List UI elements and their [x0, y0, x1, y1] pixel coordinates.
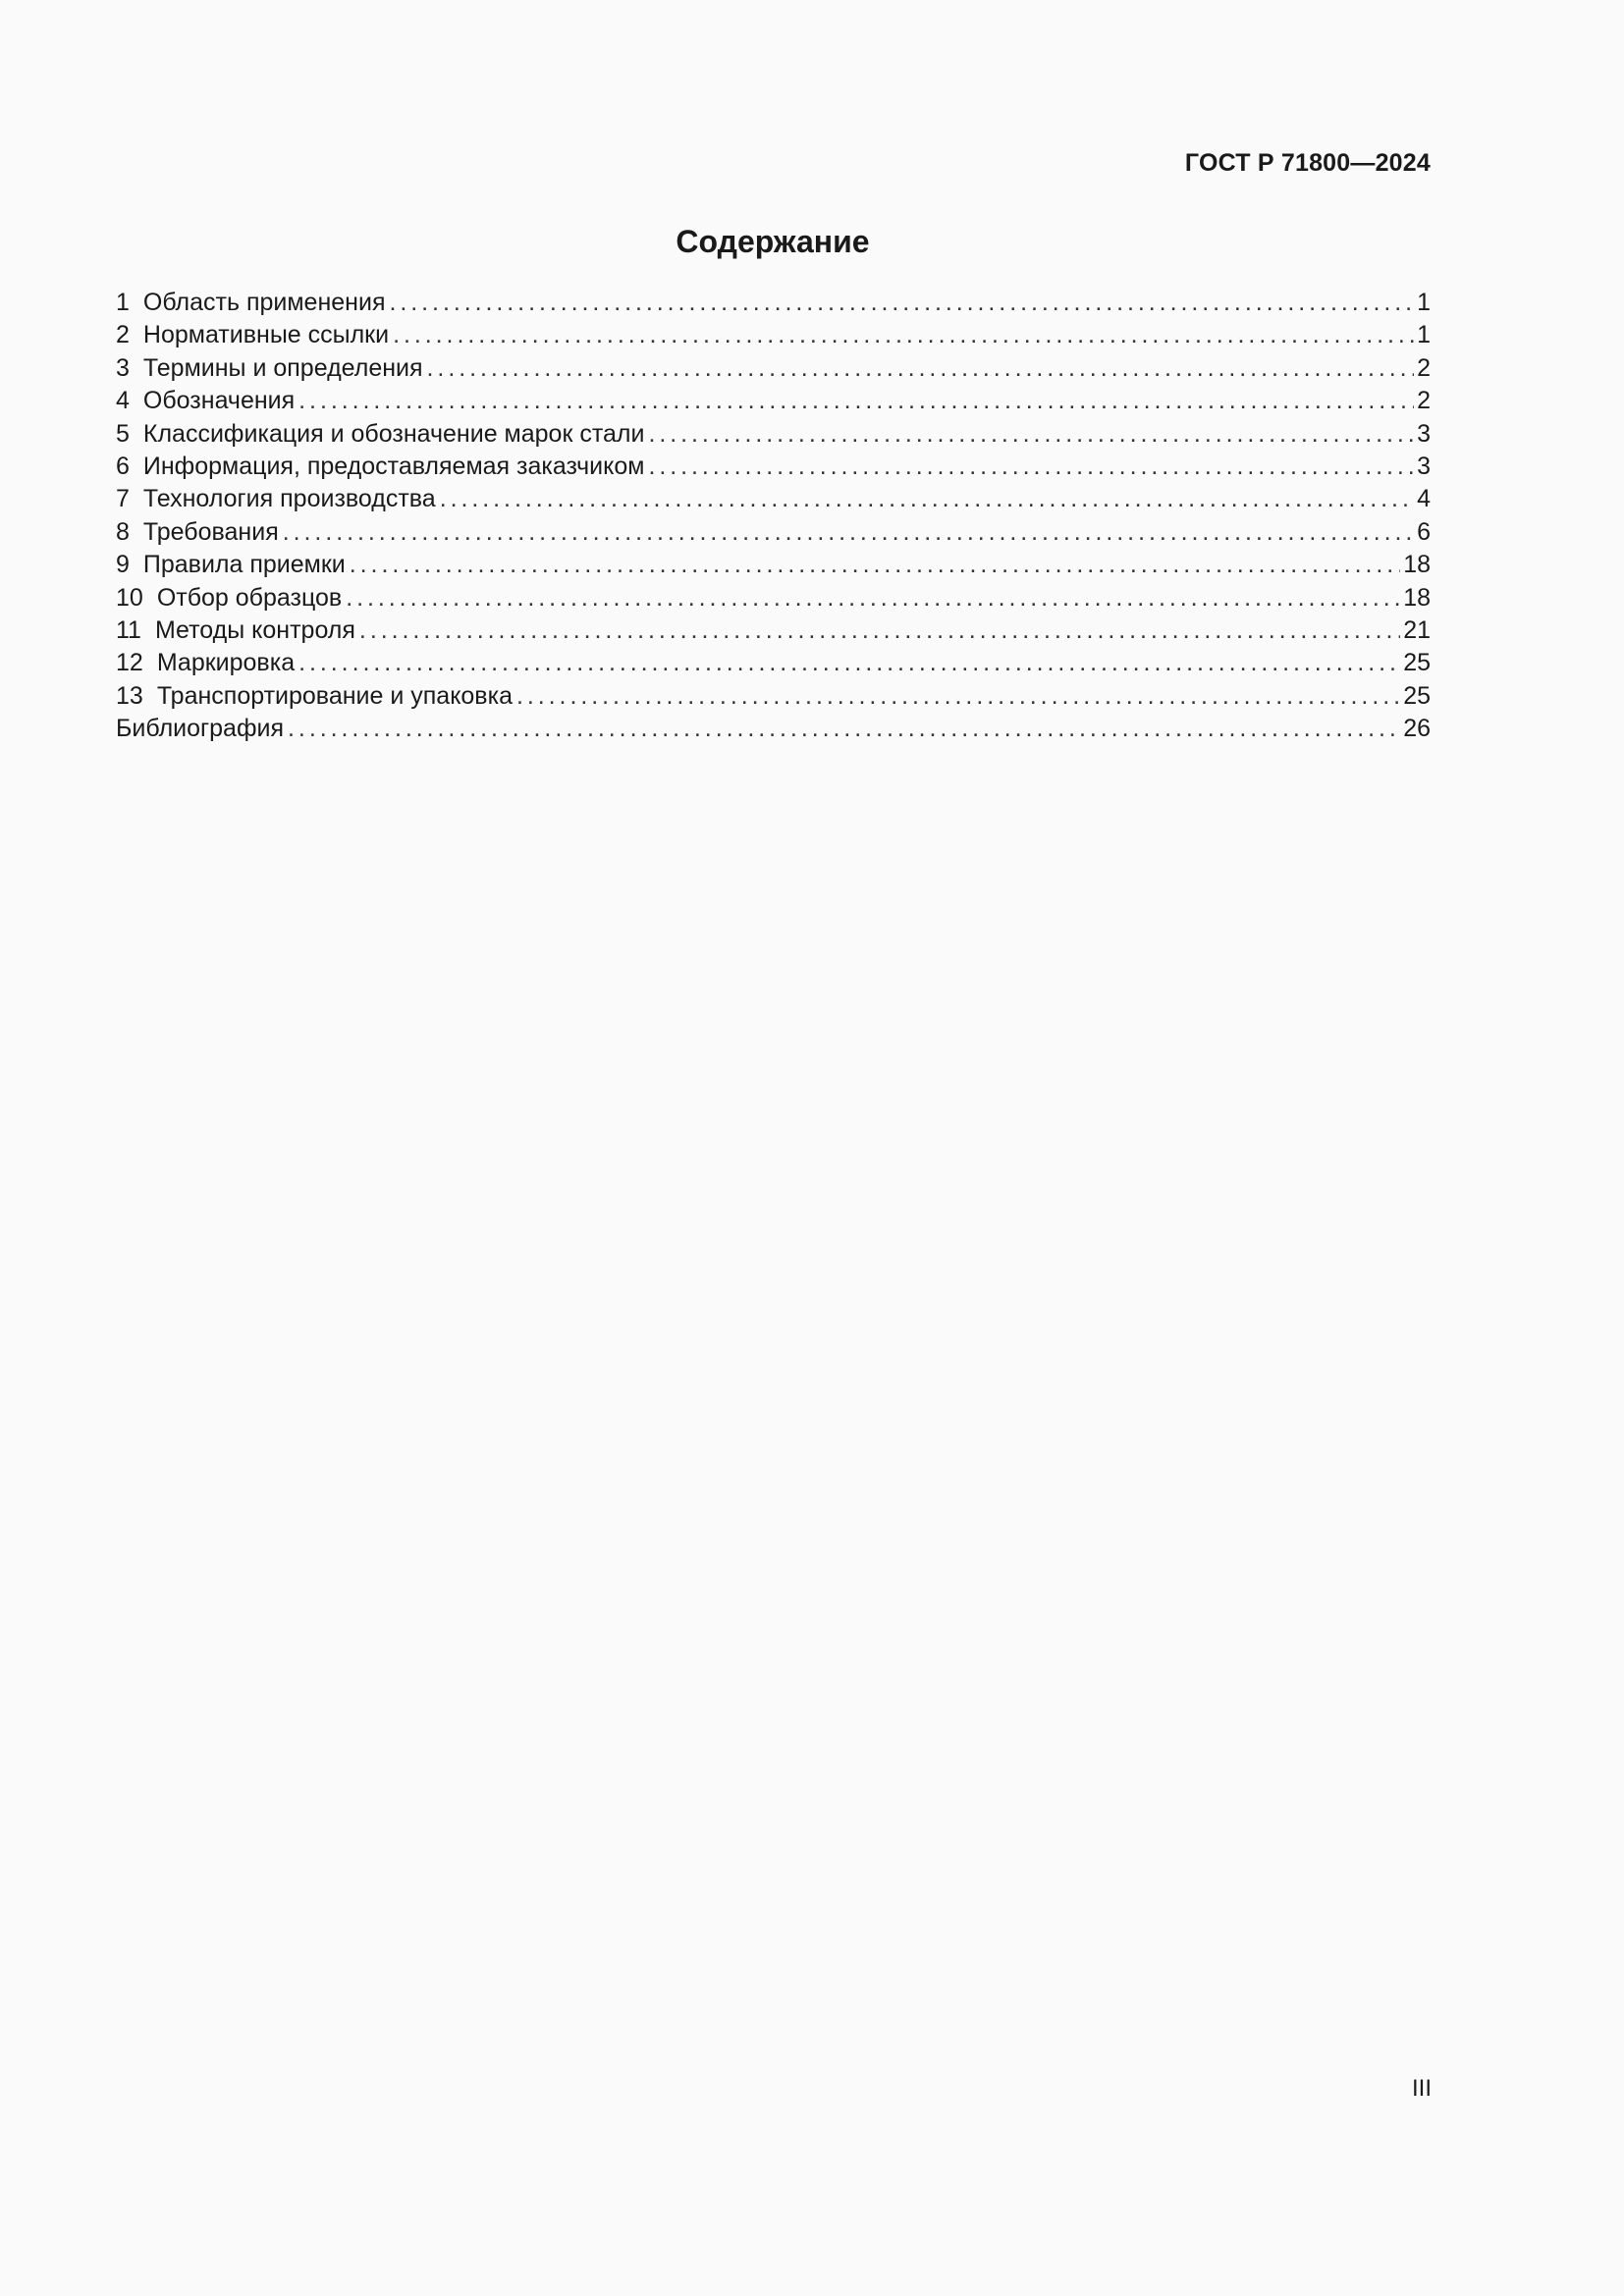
toc-entry[interactable] — [116, 287, 1431, 319]
toc-entry-number: 8 — [116, 517, 130, 546]
toc-entry-page: 2 — [1417, 353, 1431, 382]
toc-entry-page: 3 — [1417, 419, 1431, 448]
toc-entry-page: 26 — [1403, 715, 1431, 743]
toc-dot-leader — [359, 614, 1400, 647]
toc-entry-label: Библиография — [116, 715, 285, 743]
toc-dot-leader — [440, 483, 1414, 515]
toc-entry-label: Технология производства — [142, 485, 436, 513]
toc-entry-label: Правила приемки — [142, 551, 346, 579]
toc-entry-label: Отбор образцов — [156, 583, 343, 612]
toc-entry-number: 4 — [116, 387, 130, 415]
toc-title: Содержание — [676, 224, 870, 259]
toc-entry-number: 10 — [116, 583, 143, 612]
toc-dot-leader — [648, 451, 1414, 483]
toc-entry-number: 9 — [116, 551, 130, 579]
toc-entry[interactable] — [116, 614, 1431, 647]
toc-entry-label: Методы контроля — [154, 615, 355, 644]
toc-dot-leader — [393, 319, 1414, 351]
toc-entry[interactable] — [116, 516, 1431, 549]
toc-entry-number: 12 — [116, 649, 143, 677]
toc-entry-page: 18 — [1403, 551, 1431, 579]
toc-entry[interactable] — [116, 647, 1431, 679]
toc-entry-label: Термины и определения — [142, 353, 423, 382]
toc-entry[interactable] — [116, 713, 1431, 745]
toc-entry-label: Область применения — [142, 289, 386, 316]
toc-dot-leader — [298, 385, 1414, 417]
table-of-contents — [116, 287, 1431, 745]
toc-entry-page: 25 — [1403, 649, 1431, 677]
toc-entry-page: 3 — [1417, 452, 1431, 480]
toc-entry-number: 7 — [116, 485, 130, 513]
toc-entry-number: 5 — [116, 419, 130, 448]
toc-entry[interactable] — [116, 418, 1431, 451]
toc-dot-leader — [516, 680, 1400, 713]
toc-entry-page: 18 — [1403, 583, 1431, 612]
toc-entry[interactable] — [116, 680, 1431, 713]
toc-entry-number: 6 — [116, 452, 130, 480]
toc-entry-label: Нормативные ссылки — [142, 321, 390, 349]
toc-entry-page: 6 — [1417, 517, 1431, 546]
toc-dot-leader — [288, 713, 1400, 745]
toc-entry-label: Информация, предоставляемая заказчиком — [142, 452, 645, 480]
toc-dot-leader — [346, 582, 1400, 614]
toc-entry[interactable] — [116, 483, 1431, 515]
toc-entry[interactable] — [116, 319, 1431, 351]
toc-dot-leader — [427, 352, 1415, 385]
toc-entry[interactable] — [116, 582, 1431, 614]
toc-entry[interactable] — [116, 352, 1431, 385]
toc-dot-leader — [350, 549, 1400, 581]
standard-code: ГОСТ Р 71800—2024 — [1184, 149, 1431, 177]
toc-entry-page: 25 — [1403, 681, 1431, 710]
toc-entry-label: Маркировка — [156, 649, 296, 677]
toc-entry-page: 4 — [1417, 485, 1431, 513]
toc-entry-number: 1 — [116, 289, 130, 316]
toc-dot-leader — [648, 418, 1414, 451]
toc-entry-number: 3 — [116, 353, 130, 382]
toc-entry-label: Требования — [142, 517, 279, 546]
page-number: III — [1411, 2075, 1432, 2102]
toc-dot-leader — [298, 647, 1400, 679]
toc-entry-page: 1 — [1417, 321, 1431, 349]
toc-entry-page: 21 — [1403, 615, 1431, 644]
toc-entry-label: Транспортирование и упаковка — [156, 681, 513, 710]
toc-entry-page: 2 — [1417, 387, 1431, 415]
toc-entry-number: 2 — [116, 321, 130, 349]
toc-entry-page: 1 — [1417, 289, 1431, 316]
toc-entry-label: Классификация и обозначение марок стали — [142, 419, 645, 448]
toc-entry[interactable] — [116, 451, 1431, 483]
toc-entry[interactable] — [116, 549, 1431, 581]
toc-dot-leader — [389, 287, 1414, 319]
toc-entry-label: Обозначения — [142, 387, 296, 415]
toc-dot-leader — [283, 516, 1414, 549]
toc-entry-number: 11 — [116, 615, 141, 644]
toc-entry-number: 13 — [116, 681, 143, 710]
toc-entry[interactable] — [116, 385, 1431, 417]
